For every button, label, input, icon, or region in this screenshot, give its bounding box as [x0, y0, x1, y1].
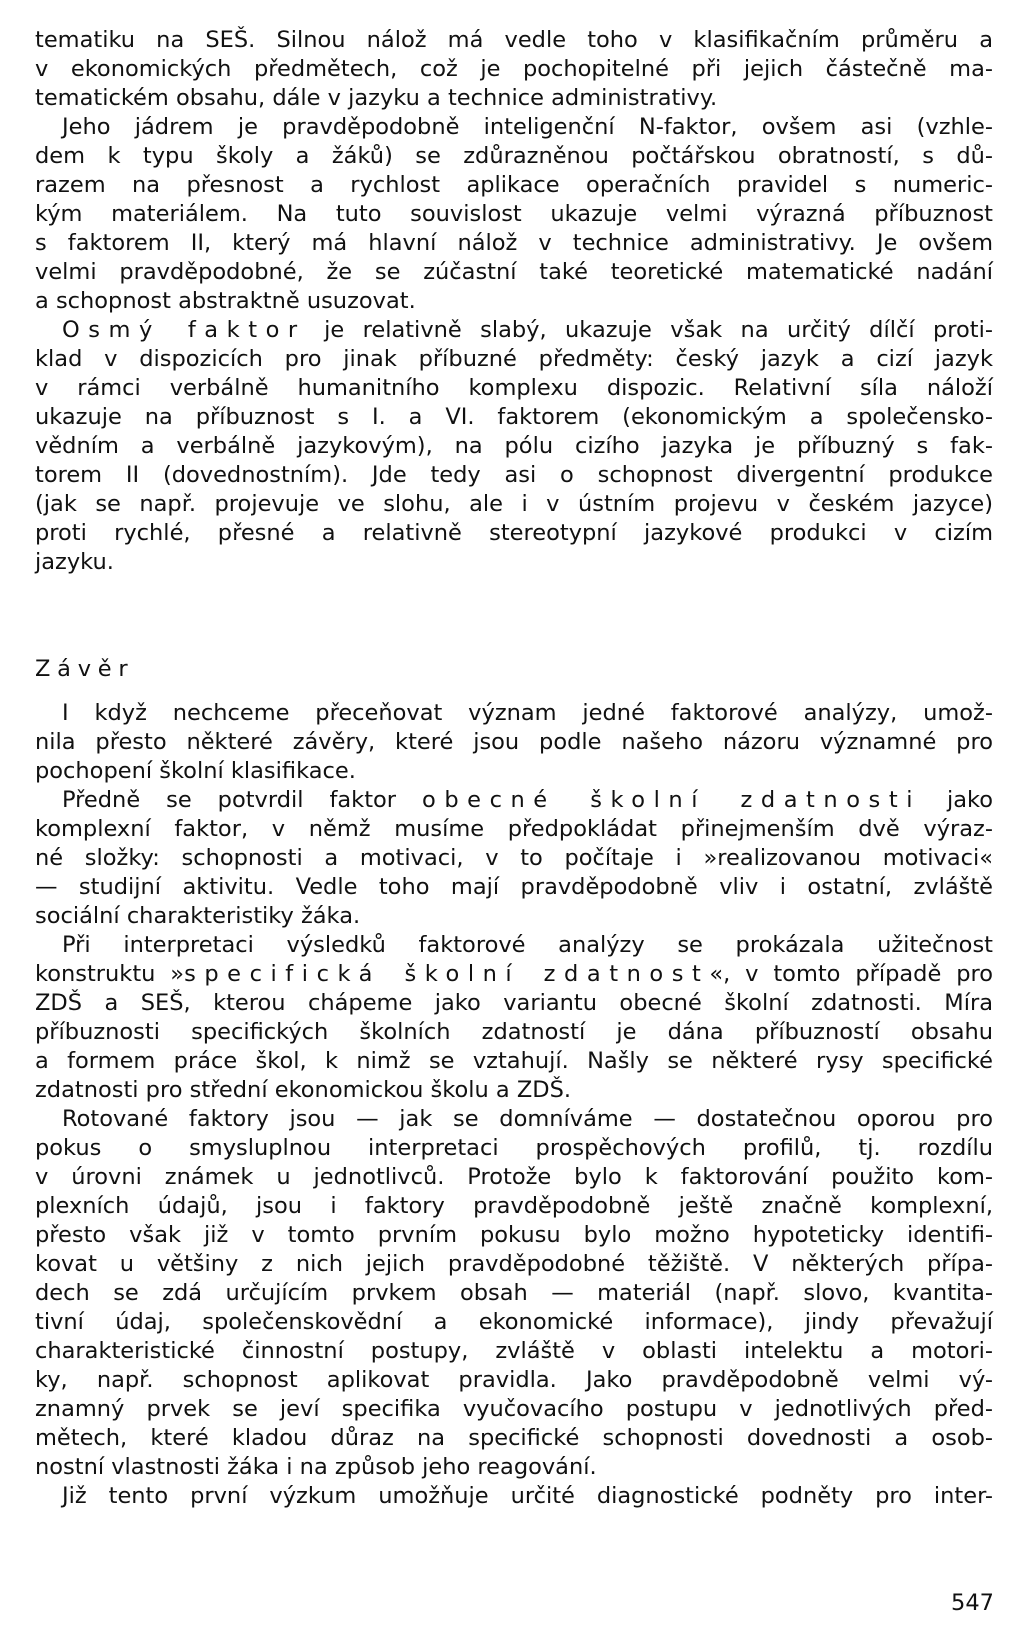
- page-number: 547: [951, 1590, 994, 1616]
- text-line: kým materiálem. Na tuto souvislost ukazuje velmi výrazná příbuznost: [35, 201, 993, 227]
- text-line: ky, např. schopnost aplikovat pravidla. Jako pravděpodobně velmi vý-: [35, 1367, 993, 1393]
- emphasized-term: specifická školní zdatnost: [184, 961, 710, 987]
- text-line: dech se zdá určujícím prvkem obsah — materiál (např. slovo, kvantita-: [35, 1280, 993, 1306]
- text-line: klad v dispozicích pro jinak příbuzné předměty: český jazyk a cizí jazyk: [35, 346, 993, 372]
- text-line: Rotované faktory jsou — jak se domníváme — dostatečnou oporou pro: [62, 1106, 993, 1132]
- text-line: Při interpretaci výsledků faktorové analýzy se prokázala užitečnost: [62, 932, 993, 958]
- text-line: a formem práce škol, k nimž se vztahují. Našly se některé rysy specifické: [35, 1048, 993, 1074]
- text-line: charakteristické činnostní postupy, zvláště v oblasti intelektu a motori-: [35, 1338, 993, 1364]
- text-line: a schopnost abstraktně usuzovat.: [35, 288, 416, 314]
- emphasized-term: Osmý faktor: [62, 317, 306, 343]
- text-line: Předně se potvrdil faktor obecné školní zdatnosti jako: [62, 787, 994, 813]
- text-line: dem k typu školy a žáků) se zdůrazněnou počtářskou obratností, s dů-: [35, 143, 993, 169]
- text-line: torem II (dovednostním). Jde tedy asi o schopnost divergentní produkce: [35, 462, 993, 488]
- text-line: v rámci verbálně humanitního komplexu dispozic. Relativní síla náloží: [35, 375, 993, 401]
- text-line: znamný prvek se jeví specifika vyučovacího postupu v jednotlivých před-: [35, 1396, 993, 1422]
- text-line: I když nechceme přeceňovat význam jedné faktorové analýzy, umož-: [62, 700, 993, 726]
- text-line: (jak se např. projevuje ve slohu, ale i v ústním projevu v českém jazyce): [35, 491, 993, 517]
- text-line: příbuznosti specifických školních zdatností je dána příbuzností obsahu: [35, 1019, 993, 1045]
- section-heading: Závěr: [35, 656, 135, 682]
- text-line: — studijní aktivitu. Vedle toho mají pravděpodobně vliv i ostatní, zvláště: [35, 874, 993, 900]
- text-line: plexních údajů, jsou i faktory pravděpodobně ještě značně komplexní,: [35, 1193, 993, 1219]
- text-line: v ekonomických předmětech, což je pochopitelné při jejich částečně ma-: [35, 56, 993, 82]
- text-line: Osmý faktor je relativně slabý, ukazuje však na určitý dílčí proti-: [62, 317, 993, 343]
- text-line: Již tento první výzkum umožňuje určité diagnostické podněty pro inter-: [62, 1483, 993, 1509]
- text-line: tematickém obsahu, dále v jazyku a technice administrativy.: [35, 85, 718, 111]
- text-line: Jeho jádrem je pravděpodobně inteligenční N-faktor, ovšem asi (vzhle-: [62, 114, 993, 140]
- text-line: proti rychlé, přesné a relativně stereotypní jazykové produkci v cizím: [35, 520, 993, 546]
- text-line: pochopení školní klasifikace.: [35, 758, 356, 784]
- text-line: ukazuje na příbuznost s I. a VI. faktorem (ekonomickým a společensko-: [35, 404, 993, 430]
- text-line: kovat u většiny z nich jejich pravděpodobné těžiště. V některých přípa-: [35, 1251, 993, 1277]
- text-line: zdatnosti pro střední ekonomickou školu a ZDŠ.: [35, 1077, 572, 1103]
- text-line: vědním a verbálně jazykovým), na pólu cizího jazyka je příbuzný s fak-: [35, 433, 993, 459]
- text-line: jazyku.: [35, 549, 114, 575]
- text-line: né složky: schopnosti a motivaci, v to počítaje i »realizovanou motivaci«: [35, 845, 993, 871]
- text-line: přesto však již v tomto prvním pokusu bylo možno hypoteticky identifi-: [35, 1222, 993, 1248]
- text-line: mětech, které kladou důraz na specifické schopnosti dovednosti a osob-: [35, 1425, 993, 1451]
- text-line: konstruktu »specifická školní zdatnost«, v tomto případě pro: [35, 961, 993, 987]
- text-line: tematiku na SEŠ. Silnou nálož má vedle toho v klasifikačním průměru a: [35, 27, 993, 53]
- text-line: tivní údaj, společenskovědní a ekonomické informace), jindy převažují: [35, 1309, 993, 1335]
- text-line: s faktorem II, který má hlavní nálož v technice administrativy. Je ovšem: [35, 230, 993, 256]
- text-line: pokus o smysluplnou interpretaci prospěchových profilů, tj. rozdílu: [35, 1135, 993, 1161]
- text-line: ZDŠ a SEŠ, kterou chápeme jako variantu obecné školní zdatnosti. Míra: [35, 990, 993, 1016]
- text-line: v úrovni známek u jednotlivců. Protože bylo k faktorování použito kom-: [35, 1164, 993, 1190]
- text-line: velmi pravděpodobné, že se zúčastní také teoretické matematické nadání: [35, 259, 993, 285]
- text-line: nostní vlastnosti žáka i na způsob jeho reagování.: [35, 1454, 597, 1480]
- text-line: komplexní faktor, v němž musíme předpokládat přinejmenším dvě výraz-: [35, 816, 993, 842]
- text-line: sociální charakteristiky žáka.: [35, 903, 361, 929]
- emphasized-term: obecné školní zdatnosti: [422, 787, 921, 813]
- text-line: razem na přesnost a rychlost aplikace operačních pravidel s numeric-: [35, 172, 993, 198]
- text-line: nila přesto některé závěry, které jsou podle našeho názoru významné pro: [35, 729, 993, 755]
